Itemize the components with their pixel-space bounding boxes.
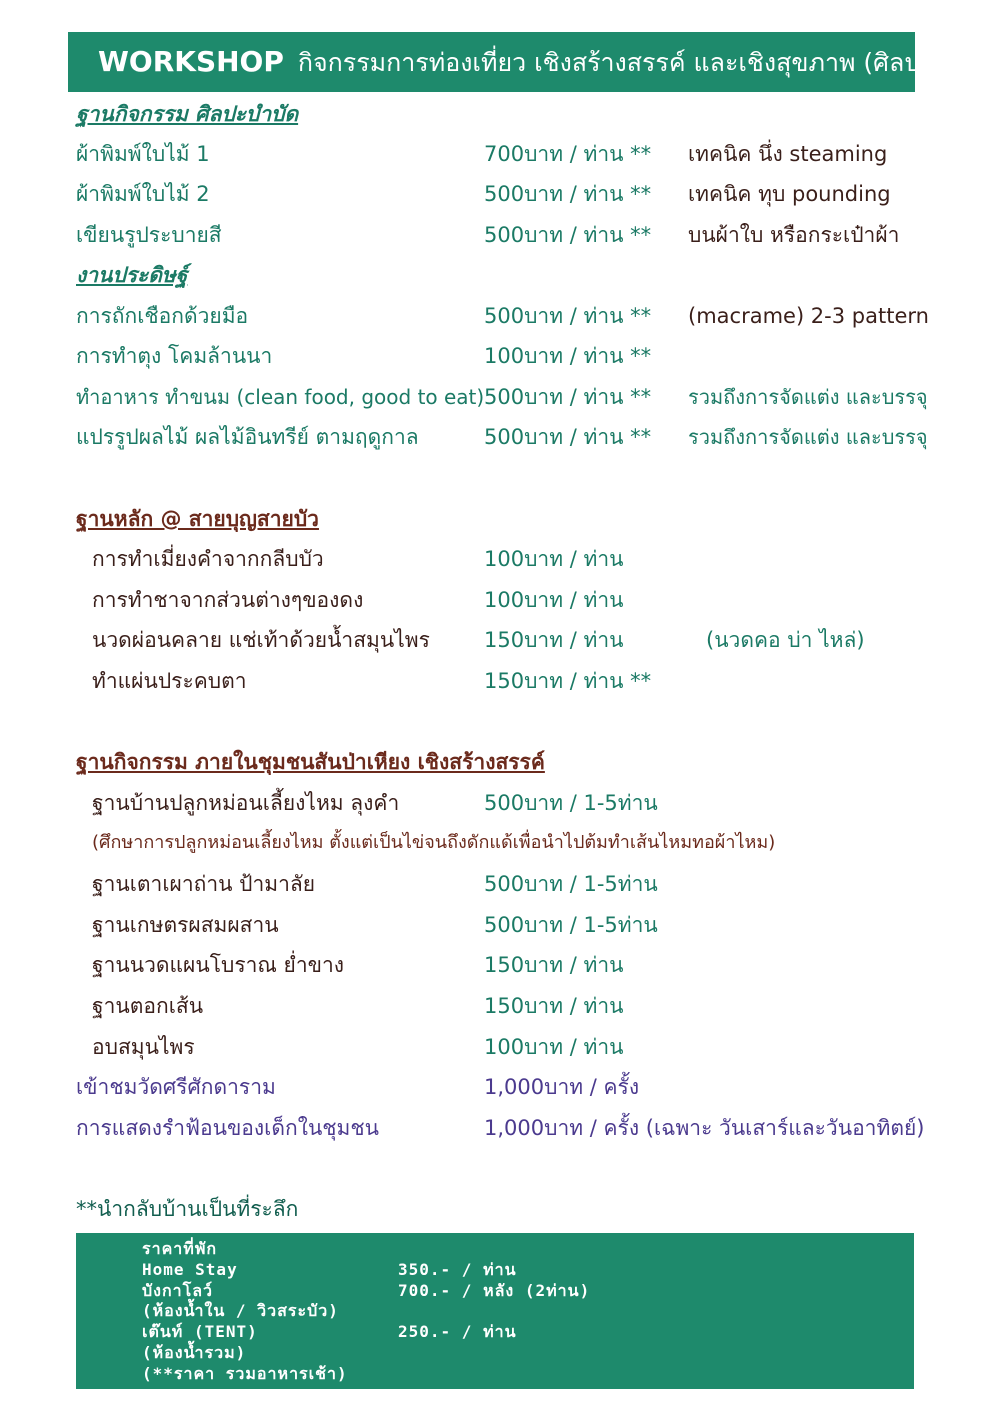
main-item-1-price: 100บาท / ท่าน: [484, 547, 624, 571]
breakfast-note: (**ราคา รวมอาหารเช้า): [142, 1364, 348, 1383]
main-item-4-price: 150บาท / ท่าน **: [484, 669, 652, 693]
community-silk-price: 500บาท / 1-5ท่าน: [484, 791, 658, 815]
homestay-label: Home Stay: [142, 1260, 238, 1279]
dance-show-price: 1,000บาท / ครั้ง (เฉพาะ วันเสาร์และวันอาทิตย์): [484, 1116, 925, 1140]
craft-item-3-note: รวมถึงการจัดแต่ง และบรรจุ: [688, 385, 928, 409]
main-item-2-price: 100บาท / ท่าน: [484, 588, 624, 612]
community-item-3-price: 150บาท / ท่าน: [484, 953, 624, 977]
temple-visit-price: 1,000บาท / ครั้ง: [484, 1075, 640, 1099]
workshop-title: WORKSHOP: [98, 45, 284, 78]
art-item-3-name: เขียนรูประบายสี: [76, 223, 222, 247]
art-item-1-note: เทคนิค นึ่ง steaming: [688, 142, 888, 166]
main-item-2-name: การทำชาจากส่วนต่างๆของดง: [92, 588, 364, 612]
temple-visit-name: เข้าชมวัดศรีศักดาราม: [76, 1075, 276, 1099]
bungalow-price: 700.- / หลัง (2ท่าน): [398, 1281, 591, 1300]
craft-item-2-price: 100บาท / ท่าน **: [484, 344, 652, 368]
art-item-2-price: 500บาท / ท่าน **: [484, 182, 652, 206]
community-item-2-name: ฐานเกษตรผสมผสาน: [92, 913, 279, 937]
community-item-5-price: 100บาท / ท่าน: [484, 1035, 624, 1059]
craft-item-1-price: 500บาท / ท่าน **: [484, 304, 652, 328]
homestay-price: 350.- / ท่าน: [398, 1260, 517, 1279]
section-heading-art: ฐานกิจกรรม ศิลปะบำบัด: [76, 102, 299, 126]
art-item-1-price: 700บาท / ท่าน **: [484, 142, 652, 166]
header-subtitle: กิจกรรมการท่องเที่ยว เชิงสร้างสรรค์ และเชิงสุขภาพ (ศิลปะบำบัด): [297, 48, 1005, 77]
craft-item-1-name: การถักเชือกด้วยมือ: [76, 304, 249, 328]
craft-item-4-note: รวมถึงการจัดแต่ง และบรรจุ: [688, 425, 928, 449]
art-item-2-note: เทคนิค ทุบ pounding: [688, 182, 891, 206]
community-item-3-name: ฐานนวดแผนโบราณ ย่ำขาง: [92, 953, 345, 977]
art-item-2-name: ผ้าพิมพ์ใบไม้ 2: [76, 182, 210, 206]
craft-item-3-name: ทำอาหาร ทำขนม (clean food, good to eat): [76, 385, 485, 409]
tent-note: (ห้องน้ำรวม): [142, 1343, 247, 1362]
bungalow-note: (ห้องน้ำใน / วิวสระบัว): [142, 1301, 339, 1320]
craft-item-1-note: (macrame) 2-3 pattern: [688, 304, 929, 328]
main-item-3-price: 150บาท / ท่าน: [484, 628, 624, 652]
community-item-2-price: 500บาท / 1-5ท่าน: [484, 913, 658, 937]
accommodation-title: ราคาที่พัก: [142, 1239, 218, 1258]
section-heading-craft: งานประดิษฐ์: [76, 263, 188, 287]
dance-show-name: การแสดงรำฟ้อนของเด็กในชุมชน: [76, 1116, 380, 1140]
community-item-4-price: 150บาท / ท่าน: [484, 994, 624, 1018]
accommodation-box: [76, 1233, 914, 1389]
tent-label: เต๊นท์ (TENT): [142, 1322, 258, 1341]
community-item-5-name: อบสมุนไพร: [92, 1035, 195, 1059]
section-heading-main: ฐานหลัก @ สายบุญสายบัว: [76, 507, 319, 531]
community-silk-note: (ศึกษาการปลูกหม่อนเลี้ยงไหม ตั้งแต่เป็นไข่จนถึงดักแด้เพื่อนำไปต้มทำเส้นไหมทอผ้าไหม): [92, 832, 776, 853]
craft-item-4-name: แปรรูปผลไม้ ผลไม้อินทรีย์ ตามฤดูกาล: [76, 425, 419, 449]
main-item-1-name: การทำเมี่ยงคำจากกลีบบัว: [92, 547, 324, 571]
main-item-4-name: ทำแผ่นประคบตา: [92, 669, 247, 693]
souvenir-note: **นำกลับบ้านเป็นที่ระลึก: [76, 1197, 299, 1221]
section-heading-community: ฐานกิจกรรม ภายในชุมชนสันป่าเหียง เชิงสร้างสรรค์: [76, 750, 545, 774]
bungalow-label: บังกาโลว์: [142, 1281, 214, 1300]
craft-item-3-price: 500บาท / ท่าน **: [484, 385, 652, 409]
community-item-1-price: 500บาท / 1-5ท่าน: [484, 872, 658, 896]
community-silk-name: ฐานบ้านปลูกหม่อนเลี้ยงไหม ลุงคำ: [92, 791, 400, 815]
art-item-3-note: บนผ้าใบ หรือกระเป๋าผ้า: [688, 223, 900, 247]
art-item-1-name: ผ้าพิมพ์ใบไม้ 1: [76, 142, 210, 166]
art-item-3-price: 500บาท / ท่าน **: [484, 223, 652, 247]
community-item-4-name: ฐานตอกเส้น: [92, 994, 204, 1018]
craft-item-4-price: 500บาท / ท่าน **: [484, 425, 652, 449]
community-item-1-name: ฐานเตาเผาถ่าน ป้ามาลัย: [92, 872, 316, 896]
main-item-3-note: (นวดคอ บ่า ไหล่): [706, 628, 865, 652]
craft-item-2-name: การทำตุง โคมล้านนา: [76, 344, 273, 368]
header-banner: [68, 32, 1005, 92]
tent-price: 250.- / ท่าน: [398, 1322, 517, 1341]
main-item-3-name: นวดผ่อนคลาย แช่เท้าด้วยน้ำสมุนไพร: [92, 628, 430, 652]
